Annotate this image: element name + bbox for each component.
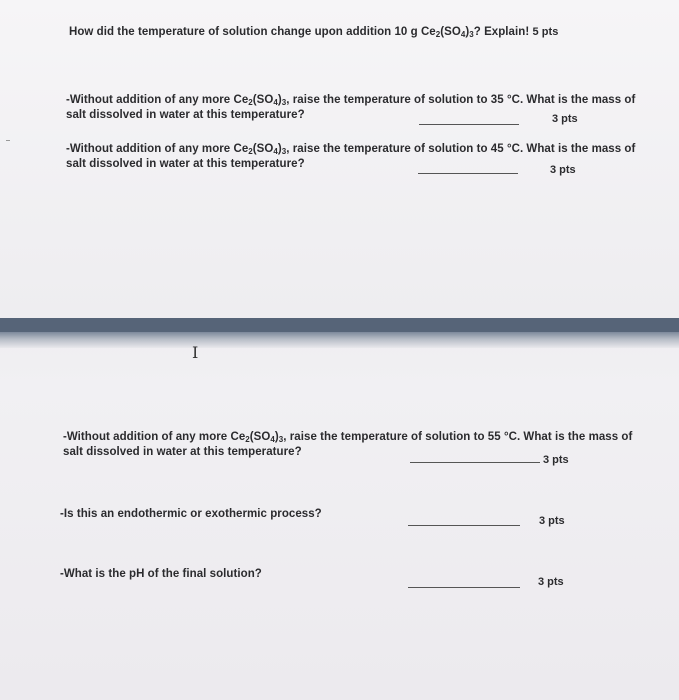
- points-label: 3 pts: [539, 515, 565, 527]
- points-label: 3 pts: [543, 454, 569, 466]
- question-ph: -What is the pH of the final solution?: [60, 568, 262, 580]
- question-35c: [66, 93, 635, 123]
- answer-blank-45c[interactable]: [418, 173, 518, 174]
- points-label: 3 pts: [550, 164, 576, 176]
- question-line: How did the temperature of solution change upon addition 10 g $Ce_2(SO_4)_3$? Explain! 5 pts: [69, 26, 559, 39]
- points-label: 3 pts: [552, 113, 578, 125]
- question-line-1: -Without addition of any more $Ce_2(SO_4)_3$, raise the temperature of solution to 35 °C. What is the mass of: [66, 94, 636, 107]
- margin-tick: [6, 140, 10, 141]
- answer-blank-ph[interactable]: [408, 587, 520, 588]
- page-divider-band: [0, 318, 679, 348]
- points-label: 5 pts: [532, 26, 559, 38]
- answer-blank-endo-exo[interactable]: [408, 525, 520, 526]
- answer-blank-55c[interactable]: [410, 462, 540, 463]
- question-temperature-change: [69, 25, 558, 40]
- question-line-1: -Without addition of any more $Ce_2(SO_4)_3$, raise the temperature of solution to 45 °C. What is the mass of: [66, 143, 636, 156]
- text-cursor-icon: I: [192, 343, 199, 362]
- points-label: 3 pts: [538, 576, 564, 588]
- answer-blank-35c[interactable]: [419, 124, 519, 125]
- question-endo-exo: -Is this an endothermic or exothermic process?: [60, 508, 322, 520]
- question-line-2: salt dissolved in water at this temperature?: [63, 446, 302, 458]
- question-line-2: salt dissolved in water at this temperature?: [66, 109, 305, 121]
- question-line-1: -Without addition of any more $Ce_2(SO_4)_3$, raise the temperature of solution to 55 °C. What is the mass of: [63, 431, 633, 444]
- question-line-2: salt dissolved in water at this temperature?: [66, 158, 305, 170]
